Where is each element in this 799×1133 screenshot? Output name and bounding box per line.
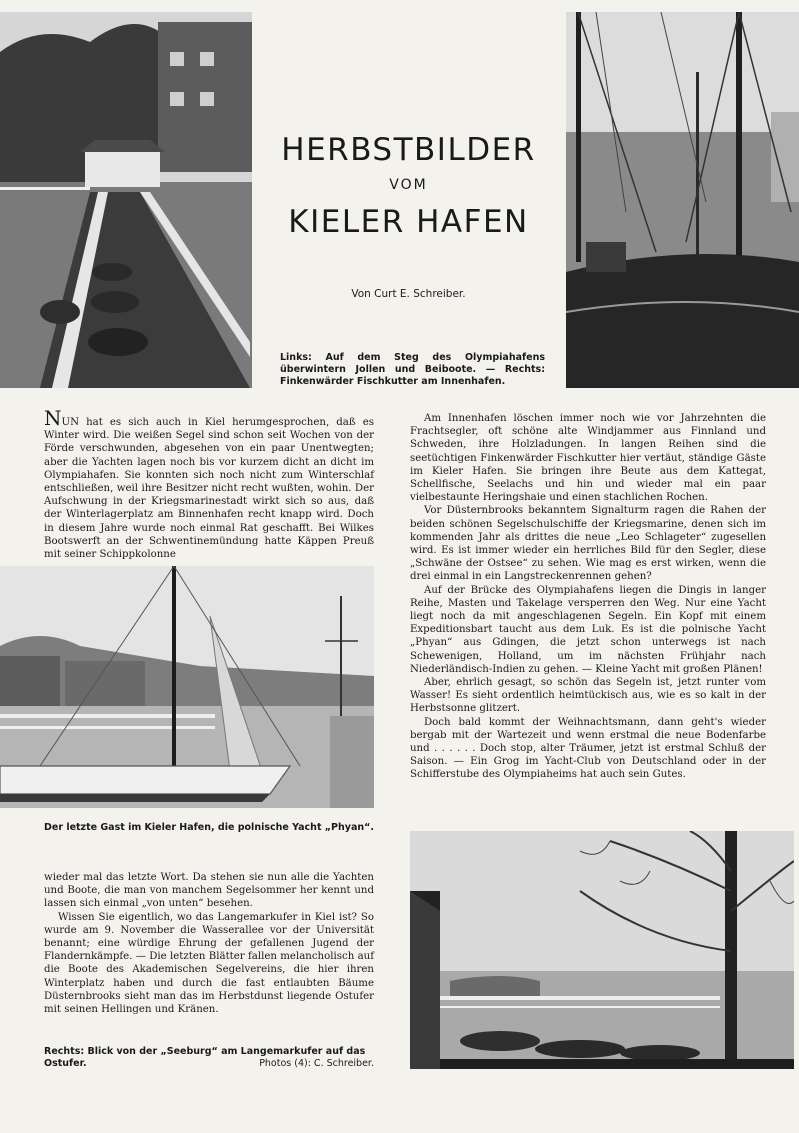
photo-olympic-jetty xyxy=(0,12,252,388)
title-line-2: VOM xyxy=(389,177,428,193)
photo-yacht-phyan xyxy=(0,566,374,808)
article-paragraph xyxy=(44,406,374,561)
article-paragraph: Wissen Sie eigentlich, wo das Langemarkufer in Kiel ist? So wurde am 9. November die Wasserallee vor der Universität benannt; eine würdige Ehrung der gefallenen Jugend der Flandernkämpfe. — Die letzten Blätter fallen melancholisch auf die Boote des Akademischen Segelvereins, die hier ihren Winterplatz haben und durch die fast entlaubten Bäume Düsternbrooks sieht man das im Herbstdunst liegende Ostufer mit seinen Hellingen und Kränen. xyxy=(44,911,374,1016)
article-col2 xyxy=(410,412,766,782)
article-paragraph: wieder mal das letzte Wort. Da stehen sie nun alle die Yachten und Boote, die man von manchem Segelsommer her kennt und lassen sich einmal „von unten“ besehen. xyxy=(44,872,374,910)
title-block xyxy=(252,120,565,242)
photo-credit: Photos (4): C. Schreiber. xyxy=(259,1058,374,1069)
article-paragraph: Am Innenhafen löschen immer noch wie vor Jahrzehnten die Frachtsegler, oft schöne alte Windjammer aus Finnland und Schweden, ihre Holzladungen. In langen Reihen sind die seetüchtigen Finkenwärder Fischkutter hier vertäut, ständige Gäste im Kieler Hafen. Sie bringen ihre Beute aus dem Kattegat, Schellfische, Seelachs und hin und wieder mal ein paar vielbestaunte Heringshaie und einen stachlichen Rochen. xyxy=(410,413,766,504)
author-byline: Von Curt E. Schreiber. xyxy=(351,288,466,300)
photo-seeburg-view xyxy=(410,831,794,1069)
photo-fishing-cutters xyxy=(566,12,799,388)
caption-bottom-text: Rechts: Blick von der „Seeburg“ am Langemarkufer auf das Ostufer. xyxy=(44,1046,366,1069)
article-paragraph: Doch bald kommt der Weihnachtsmann, dann geht's wieder bergab mit der Wartezeit und wenn erstmal die neue Bodenfarbe und . . . . . . Doch stop, alter Träumer, jetzt ist erstmal Schluß der Saison. — Ein Grog im Yacht-Club von Deutschland oder in der Schifferstube des Olympiaheims hat auch sein Gutes. xyxy=(410,716,766,781)
caption-bottom xyxy=(44,1046,374,1070)
article-paragraph: Aber, ehrlich gesagt, so schön das Segeln ist, jetzt runter vom Wasser! Es sieht ordentlich heimtückisch aus, wie es so kalt in der Herbstsonne glitzert. xyxy=(410,677,766,715)
title-line-1: HERBSTBILDER xyxy=(281,132,536,168)
article-col1-upper xyxy=(44,406,374,561)
caption-top: Links: Auf dem Steg des Olympiahafens überwintern Jollen und Beiboote. — Rechts: Finkenwärder Fischkutter am Innenhafen. xyxy=(280,352,545,387)
title-line-3: KIELER HAFEN xyxy=(288,204,529,240)
article-paragraph: Auf der Brücke des Olympiahafens liegen die Dingis in langer Reihe, Masten und Takelage versperren den Weg. Nur eine Yacht liegt noch da mit angeschlagenen Segeln. Ein Kopf mit einem Expeditionsbart taucht aus dem Luk. Es ist die polnische Yacht „Phyan“ aus Gdingen, die jetzt schon unterwegs ist nach Schewenigen, Holland, um im nächsten Frühjahr nach Niederländisch-Indien zu gehen. — Kleine Yacht mit großen Plänen! xyxy=(410,584,766,675)
article-paragraph-text: UN hat es sich auch in Kiel herumgesprochen, daß es Winter wird. Die weißen Segel sind schon seit Wochen von der Förde verschwunden, abgesehen von ein paar Unentwegten; aber die Yachten lagen noch bis vor kurzem dicht an dicht im Olympiahafen. Sie konnten sich noch nicht zum Winterschlaf entschließen, weil ihre Besitzer nicht recht wußten, wohin. Der Aufschwung in der Kriegsmarinestadt wirkt sich so aus, daß der Winterlagerplatz am Binnenhafen recht knapp wird. Doch in diesem Jahre wurde noch einmal Rat geschafft. Bei Wilkes Bootswerft an der Schwentinemündung hatte Käppen Preuß mit seiner Schippkolonne xyxy=(44,417,374,561)
article-paragraph: Vor Düsternbrooks bekanntem Signalturm ragen die Rahen der beiden schönen Segelschulschiffe der Kriegsmarine, denen sich im kommenden Jahr als drittes die neue „Leo Schlageter“ zugesellen wird. Es ist immer wieder ein herrliches Bild für den Segler, diese „Schwäne der Ostsee“ zu sehen. Wie mag es erst wirken, wenn die drei einmal in ein Langstreckenrennen gehen? xyxy=(410,505,766,583)
drop-cap: N xyxy=(44,406,62,430)
caption-middle: Der letzte Gast im Kieler Hafen, die polnische Yacht „Phyan“. xyxy=(44,822,374,833)
article-col1-lower xyxy=(44,871,374,1016)
